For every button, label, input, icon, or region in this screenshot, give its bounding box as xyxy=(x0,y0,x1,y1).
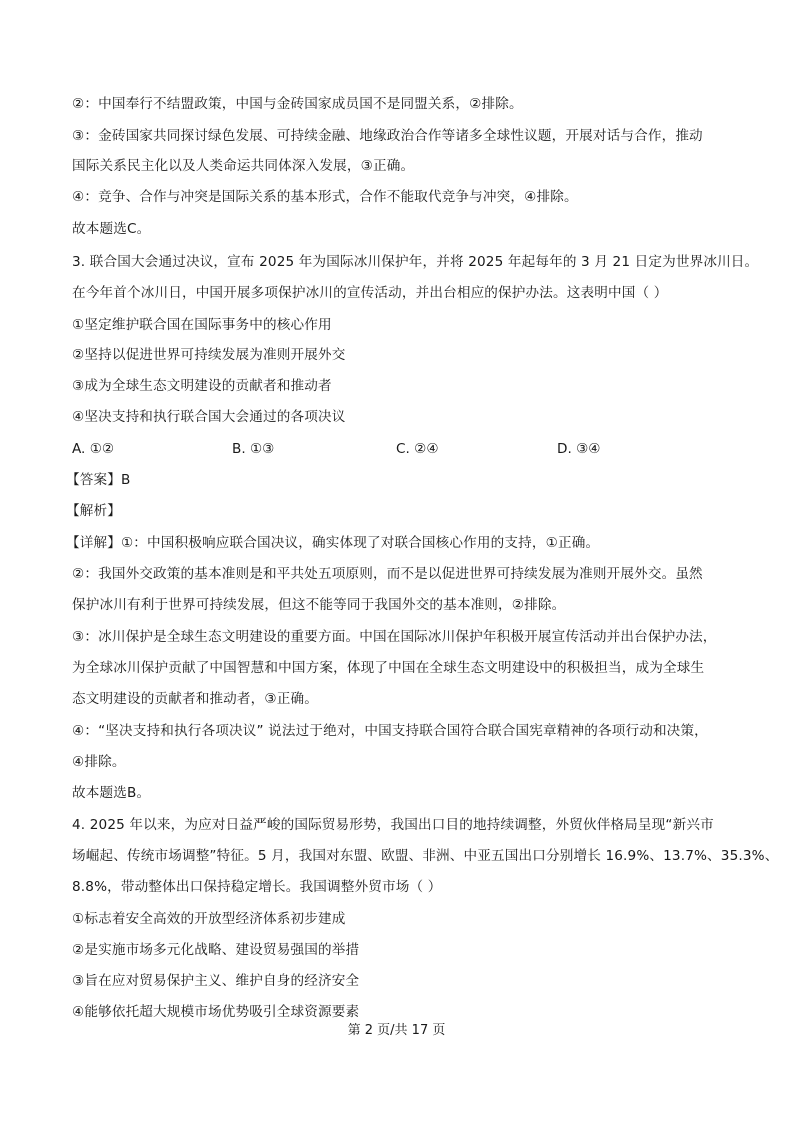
analysis-line-2: ②：中国奉行不结盟政策，中国与金砖国家成员国不是同盟关系，②排除。 xyxy=(72,96,523,112)
detail-line-3a: ③：冰川保护是全球生态文明建设的重要方面。中国在国际冰川保护年积极开展宣传活动并出台保护办法， xyxy=(72,629,717,645)
detail-line-3c: 态文明建设的贡献者和推动者，③正确。 xyxy=(72,691,318,707)
analysis-heading: 【解析】 xyxy=(66,503,121,519)
question-3-item-3: ③成为全球生态文明建设的贡献者和推动者 xyxy=(72,378,332,394)
question-3-stem-a: 3. 联合国大会通过决议，宣布 2025 年为国际冰川保护年，并将 2025 年起每年的 3 月 21 日定为世界冰川日。 xyxy=(72,254,759,270)
detail-line-3b: 为全球冰川保护贡献了中国智慧和中国方案，体现了中国在全球生态文明建设中的积极担当，成为全球生 xyxy=(72,660,705,676)
question-3-item-1: ①坚定维护联合国在国际事务中的核心作用 xyxy=(72,317,332,333)
analysis-line-4: ④：竞争、合作与冲突是国际关系的基本形式，合作不能取代竞争与冲突，④排除。 xyxy=(72,189,578,205)
question-4-stem-a: 4. 2025 年以来，为应对日益严峻的国际贸易形势，我国出口目的地持续调整，外贸伙伴格局呈现“新兴市 xyxy=(72,817,714,833)
question-4-item-3: ③旨在应对贸易保护主义、维护自身的经济安全 xyxy=(72,973,360,989)
detail-line-2b: 保护冰川有利于世界可持续发展，但这不能等同于我国外交的基本准则，②排除。 xyxy=(72,597,566,613)
detail-line-4b: ④排除。 xyxy=(72,754,126,770)
question-4-item-4: ④能够依托超大规模市场优势吸引全球资源要素 xyxy=(72,1004,360,1020)
detail-line-4a: ④：“坚决支持和执行各项决议” 说法过于绝对，中国支持联合国符合联合国宪章精神的各项行动和决策， xyxy=(72,723,708,739)
conclusion-q3: 故本题选B。 xyxy=(72,785,151,801)
question-4-item-2: ②是实施市场多元化战略、建设贸易强国的举措 xyxy=(72,942,360,958)
question-4-stem-b: 场崛起、传统市场调整”特征。5 月，我国对东盟、欧盟、非洲、中亚五国出口分别增长 16.9%、13.7%、35.3%、 xyxy=(72,848,779,864)
conclusion-q2: 故本题选C。 xyxy=(72,221,151,237)
option-d: D. ③④ xyxy=(557,441,601,457)
option-a: A. ①② xyxy=(72,441,115,457)
question-3-item-4: ④坚决支持和执行联合国大会通过的各项决议 xyxy=(72,409,346,425)
question-3-item-2: ②坚持以促进世界可持续发展为准则开展外交 xyxy=(72,347,346,363)
detail-line-1: 【详解】①：中国积极响应联合国决议，确实体现了对联合国核心作用的支持，①正确。 xyxy=(66,535,600,551)
question-3-stem-b: 在今年首个冰川日，中国开展多项保护冰川的宣传活动，并出台相应的保护办法。这表明中国（ ） xyxy=(72,285,668,301)
analysis-line-3a: ③：金砖国家共同探讨绿色发展、可持续金融、地缘政治合作等诸多全球性议题，开展对话与合作，推动 xyxy=(72,128,703,144)
answer-label: 【答案】B xyxy=(66,472,131,488)
detail-line-2a: ②：我国外交政策的基本准则是和平共处五项原则，而不是以促进世界可持续发展为准则开展外交。虽然 xyxy=(72,566,703,582)
question-4-item-1: ①标志着安全高效的开放型经济体系初步建成 xyxy=(72,911,346,927)
analysis-line-3b: 国际关系民主化以及人类命运共同体深入发展，③正确。 xyxy=(72,158,415,174)
question-4-stem-c: 8.8%，带动整体出口保持稳定增长。我国调整外贸市场（ ） xyxy=(72,879,442,895)
option-c: C. ②④ xyxy=(396,441,439,457)
page-footer: 第 2 页/共 17 页 xyxy=(347,1023,446,1038)
option-b: B. ①③ xyxy=(232,441,275,457)
